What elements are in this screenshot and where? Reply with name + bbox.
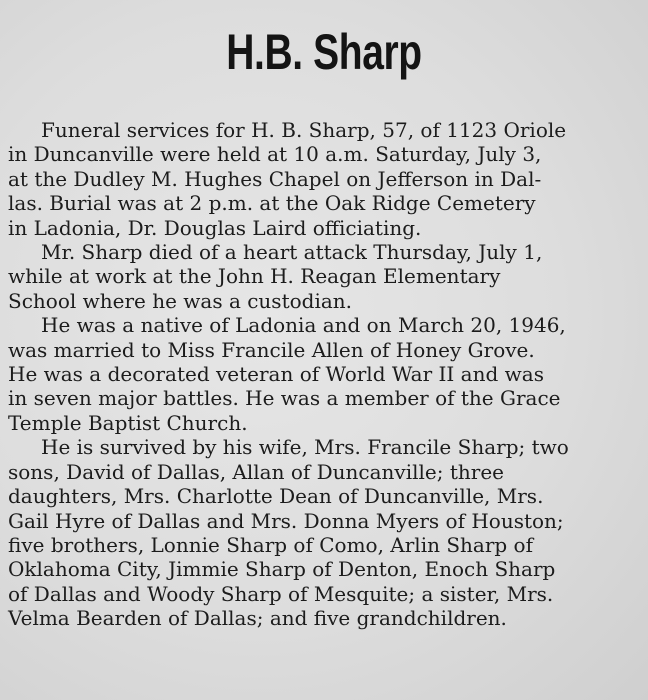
text-line: daughters, Mrs. Charlotte Dean of Duncanville, Mrs. [8,484,544,509]
text-line: School where he was a custodian. [8,288,353,313]
paragraph-funeral-services [8,118,636,240]
text-line: of Dallas and Woody Sharp of Mesquite; a sister, Mrs. [8,581,554,606]
text-line: in Duncanville were held at 10 a.m. Saturday, July 3, [8,142,542,167]
obituary-headline: H.B. Sharp [226,24,422,80]
text-line: sons, David of Dallas, Allan of Duncanville; three [8,459,505,484]
paragraph-biography [8,313,636,435]
text-line: at the Dudley M. Hughes Chapel on Jefferson in Dal- [8,166,542,191]
paragraph-cause-of-death [8,240,636,313]
text-line: las. Burial was at 2 p.m. at the Oak Ridge Cemetery [8,191,536,216]
text-line: Temple Baptist Church. [8,410,248,435]
text-line: Gail Hyre of Dallas and Mrs. Donna Myers of Houston; [8,508,564,533]
text-line: Mr. Sharp died of a heart attack Thursday, July 1, [41,240,543,265]
paragraph-survivors [8,435,636,630]
text-line: Funeral services for H. B. Sharp, 57, of 1123 Oriole [41,118,567,142]
text-line: Oklahoma City, Jimmie Sharp of Denton, Enoch Sharp [8,557,556,582]
text-line: while at work at the John H. Reagan Elementary [8,264,501,289]
text-line: He was a native of Ladonia and on March 20, 1946, [41,313,566,338]
text-line: in seven major battles. He was a member of the Grace [8,386,561,411]
obituary-body [8,118,636,631]
text-line: was married to Miss Francile Allen of Honey Grove. [8,337,535,362]
text-line: in Ladonia, Dr. Douglas Laird officiating. [8,215,422,240]
text-line: He is survived by his wife, Mrs. Francile Sharp; two [41,435,569,460]
text-line: Velma Bearden of Dallas; and five grandchildren. [8,606,507,631]
text-line: five brothers, Lonnie Sharp of Como, Arlin Sharp of [8,532,533,557]
text-line: He was a decorated veteran of World War II and was [8,362,544,387]
